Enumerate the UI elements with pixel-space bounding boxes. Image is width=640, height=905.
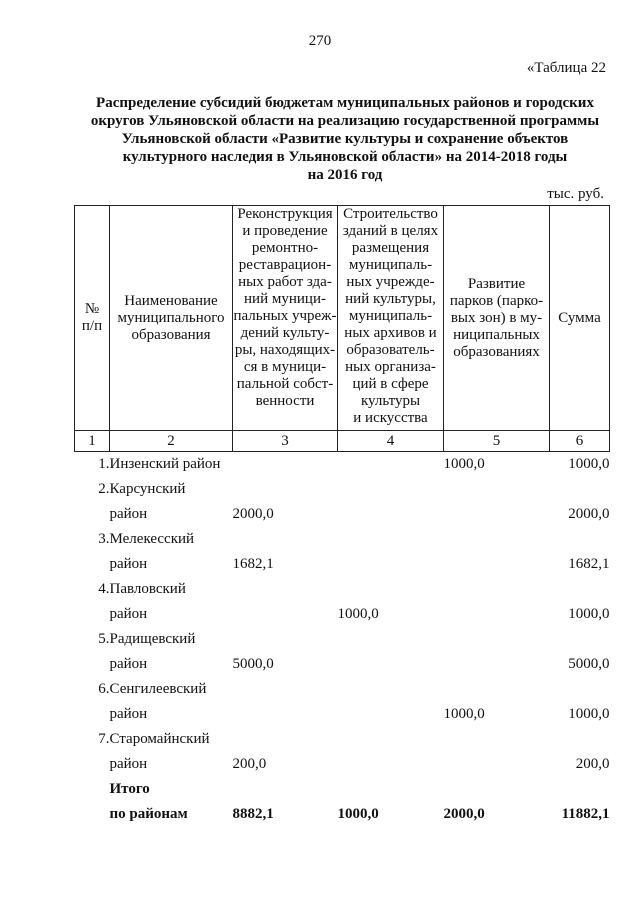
title-line: на 2016 год [307, 167, 383, 183]
table-row [75, 577, 610, 602]
municipality-name-cont: район [109, 706, 148, 722]
table-body [75, 452, 610, 828]
sum-value [550, 677, 610, 702]
construction-value [338, 477, 444, 502]
sum-value [550, 577, 610, 602]
construction-value [338, 577, 444, 602]
table-row-continuation [75, 502, 610, 527]
table-row-continuation [75, 652, 610, 677]
table-row-continuation [75, 702, 610, 727]
municipality-name: Мелекесский [109, 531, 195, 547]
column-number: 2 [110, 431, 233, 452]
reconstruction-value [233, 602, 338, 627]
reconstruction-value: 5000,0 [232, 656, 274, 672]
parks-value [444, 727, 550, 752]
row-number-spacer [75, 777, 110, 802]
reconstruction-value: 2000,0 [232, 506, 274, 522]
total-label-cont: по районам [109, 806, 188, 822]
sum-value: 200,0 [575, 756, 610, 772]
table-row [75, 727, 610, 752]
sum-value [550, 477, 610, 502]
row-number-spacer [75, 602, 110, 627]
parks-value [444, 602, 550, 627]
header-number: № п/п [75, 206, 110, 431]
parks-value [444, 677, 550, 702]
row-number-spacer [75, 502, 110, 527]
municipality-name: Сенгилеевский [109, 681, 207, 697]
municipality-name-cont: район [109, 606, 148, 622]
row-number: 4. [98, 581, 110, 597]
parks-value [444, 652, 550, 677]
column-number: 6 [550, 431, 610, 452]
reconstruction-value [233, 702, 338, 727]
sum-value: 1000,0 [568, 456, 610, 472]
header-parks: Развитие парков (парко- вых зон) в му- ниципальных образованиях [444, 206, 550, 431]
reconstruction-value [233, 527, 338, 552]
page-number: 270 [308, 33, 332, 49]
reconstruction-value [233, 577, 338, 602]
row-number: 7. [98, 731, 110, 747]
sum-value: 1682,1 [568, 556, 610, 572]
total-sum: 11882,1 [561, 806, 610, 822]
title-line: Ульяновской области «Развитие культуры и сохранение объектов [121, 131, 569, 147]
table-row-continuation [75, 552, 610, 577]
reconstruction-value [233, 727, 338, 752]
reconstruction-value [233, 452, 338, 478]
construction-value [338, 677, 444, 702]
table-row [75, 452, 610, 478]
table-reference: «Таблица 22 [526, 60, 606, 76]
construction-value [338, 502, 444, 527]
construction-value [338, 452, 444, 478]
column-number: 4 [338, 431, 444, 452]
sum-value: 1000,0 [568, 706, 610, 722]
subsidies-table [74, 205, 610, 827]
header-reconstruction: Реконструкция и проведение ремонтно- реставрацион- ных работ зда- ний муници- пальных учреж- дений культу- ры, находящих- ся в муници- пальной собст- венности [233, 206, 338, 431]
construction-value [338, 752, 444, 777]
column-number: 1 [75, 431, 110, 452]
row-number-spacer [75, 802, 110, 827]
total-row-values [75, 802, 610, 827]
total-spacer [338, 777, 444, 802]
municipality-name: Карсунский [109, 481, 186, 497]
table-row [75, 677, 610, 702]
table-row-continuation [75, 752, 610, 777]
row-number: 1. [98, 456, 110, 472]
parks-value [444, 577, 550, 602]
total-construction: 1000,0 [337, 806, 379, 822]
construction-value [338, 552, 444, 577]
reconstruction-value: 200,0 [232, 756, 267, 772]
row-number-spacer [75, 702, 110, 727]
reconstruction-value: 1682,1 [232, 556, 274, 572]
municipality-name-cont: район [109, 556, 148, 572]
municipality-name: Радищевский [109, 631, 196, 647]
table-row-continuation [75, 602, 610, 627]
municipality-name: Старомайнский [109, 731, 210, 747]
header-construction: Строительство зданий в целях размещения муниципаль- ных учрежде- ний культуры, муниципаль- ных архивов и образователь- ных организа- ций в сфере культуры и искусства [338, 206, 444, 431]
title-line: Распределение субсидий бюджетам муниципальных районов и городских [96, 95, 594, 111]
construction-value [338, 627, 444, 652]
construction-value [338, 702, 444, 727]
table-row [75, 477, 610, 502]
total-row [75, 777, 610, 802]
parks-value [444, 627, 550, 652]
row-number: 5. [98, 631, 110, 647]
total-parks: 2000,0 [443, 806, 485, 822]
header-sum: Сумма [550, 206, 610, 431]
column-number: 5 [444, 431, 550, 452]
row-number-spacer [75, 552, 110, 577]
sum-value: 1000,0 [568, 606, 610, 622]
sum-value: 2000,0 [568, 506, 610, 522]
total-spacer [444, 777, 550, 802]
sum-value [550, 527, 610, 552]
municipality-name-cont: район [109, 756, 148, 772]
title-line: культурного наследия в Ульяновской области» на 2014-2018 годы [122, 149, 568, 165]
row-number: 2. [98, 481, 110, 497]
construction-value [338, 652, 444, 677]
document-title [60, 94, 630, 184]
units-label: тыс. руб. [547, 186, 604, 202]
reconstruction-value [233, 627, 338, 652]
table-row [75, 627, 610, 652]
municipality-name: Павловский [109, 581, 186, 597]
sum-value: 5000,0 [568, 656, 610, 672]
construction-value [338, 527, 444, 552]
parks-value [444, 752, 550, 777]
construction-value: 1000,0 [337, 606, 379, 622]
row-number: 6. [98, 681, 110, 697]
row-number-spacer [75, 652, 110, 677]
row-number: 3. [98, 531, 110, 547]
parks-value [444, 477, 550, 502]
construction-value [338, 727, 444, 752]
parks-value: 1000,0 [443, 456, 485, 472]
parks-value [444, 552, 550, 577]
total-label: Итого [109, 781, 150, 797]
row-number-spacer [75, 752, 110, 777]
header-municipality: Наименование муниципального образования [110, 206, 233, 431]
total-spacer [550, 777, 610, 802]
title-line: округов Ульяновской области на реализацию государственной программы [90, 113, 600, 129]
table-row [75, 527, 610, 552]
sum-value [550, 727, 610, 752]
reconstruction-value [233, 477, 338, 502]
sum-value [550, 627, 610, 652]
municipality-name-cont: район [109, 656, 148, 672]
parks-value: 1000,0 [443, 706, 485, 722]
reconstruction-value [233, 677, 338, 702]
parks-value [444, 527, 550, 552]
total-reconstruction: 8882,1 [232, 806, 274, 822]
column-number: 3 [233, 431, 338, 452]
municipality-name-cont: район [109, 506, 148, 522]
total-spacer [233, 777, 338, 802]
parks-value [444, 502, 550, 527]
municipality-name: Инзенский район [109, 456, 221, 472]
